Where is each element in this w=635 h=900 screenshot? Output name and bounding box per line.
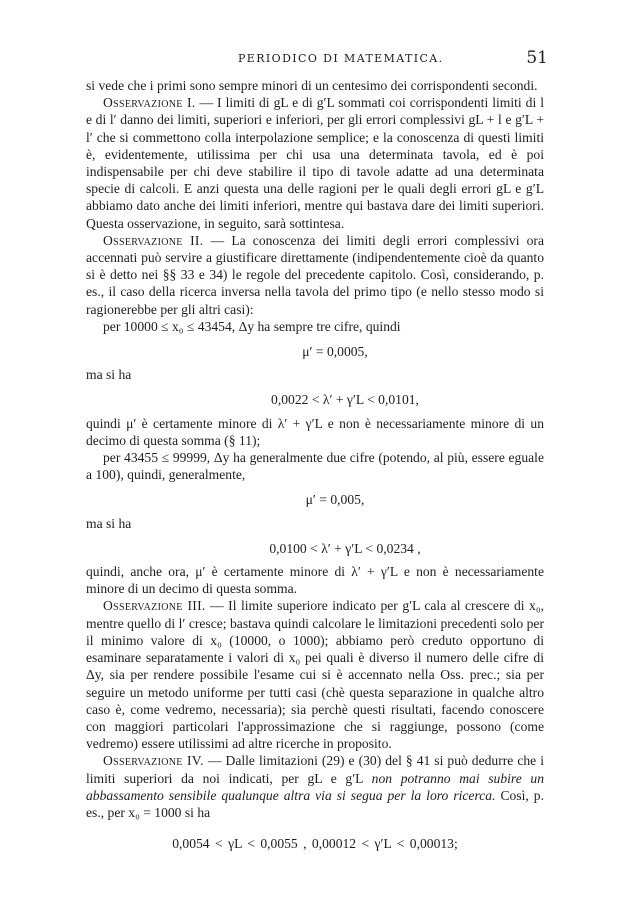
observation-text: — Il limite superiore indicato per g′L cala al crescere di x₀, mentre quello di l′ cresce; bastava quindi calcolare le limitazioni precedenti solo per il minimo valore di x₀ (10000, o 1000); abbiamo però creduto opportuno di esaminare separatamente i valori di x₀ pei quali è diverso il numero delle cifre di Δy, sia per rendere possibile l'esame cui si è accennato nella Oss. prec.; sia per seguire un metodo uniforme per tutti casi (chè questa separazione in qualche altro caso è, come vedremo, necessaria); sia perchè questi risultati, facendo conoscere con maggiori particolari l'approssimazione che si raggiunge, possono (come vedremo) essere utilissimi ad altre ricerche in proposito. [86,598,544,752]
formula-mu-1: μ′ = 0,0005, [302,344,368,360]
observation-text: — Dalle limitazioni (29) e (30) del § 41 si può dedurre che i limiti superiori da noi indicati, per gL e g′L [86,753,544,786]
conclusion-2: quindi, anche ora, μ′ è certamente minore di λ′ + γ′L e non è necessariamente minore di un decimo di questa somma. [86,564,544,597]
range-first: per 10000 ≤ x₀ ≤ 43454, Δy ha sempre tre cifre, quindi [103,318,401,334]
observation-3 [86,597,544,752]
formula-lambda-1: 0,0022 < λ′ + γ′L < 0,0101, [271,392,419,408]
observation-italic: non potranno mai subire un abbassamento sensibile qualunque altra via si segua per la loro ricerca. [86,770,545,803]
page-number: 51 [526,48,548,68]
ma-si-ha-2: ma si ha [86,515,132,531]
observation-text-end: Così, p. es., per x₀ = 1000 si ha [86,787,544,820]
observation-1 [86,94,544,232]
formula-lambda-2: 0,0100 < λ′ + γ′L < 0,0234 , [269,540,421,556]
observation-label: Osservazione III. [103,598,206,614]
observation-label: Osservazione I. [103,95,196,111]
conclusion-1: quindi μ′ è certamente minore di λ′ + γ′L e non è necessariamente minore di un decimo di questa somma (§ 11); [86,415,544,448]
page-header [88,48,548,72]
observation-text: — I limiti di gL e di g′L sommati coi corrispondenti limiti di l e di l′ danno dei limiti, superiori e inferiori, per gli errori complessivi gL + l e g′L + l′ che si commettono colla interpolazione semplice; e la conoscenza di questi limiti è, evidentemente, utilissima per chi usa una determinata tavola, ed è poi indispensabile per chi deve stabilire il tipo di tavole adatte ad una determinata specie di calcoli. E anzi questa una delle ragioni per le quali degli errori gL e g′L abbiamo dato anche dei limiti inferiori, mentre qui bastava dare dei limiti superiori. Questa osservazione, in seguito, sarà sottintesa. [86,95,544,231]
ma-si-ha-1: ma si ha [86,367,132,383]
formula-mu-2: μ′ = 0,005, [305,492,365,508]
observation-2 [86,232,544,318]
observation-text: — La conoscenza dei limiti degli errori complessivi ora accennati può servire a giustificare direttamente (indipendentemente cioè da quanto si è detto nei §§ 33 e 34) le regole del precedente capitolo. Così, considerando, p. es., il caso della ricerca inversa nella tavola del primo tipo (e nello stesso modo si ragionerebbe per gli altri casi): [86,232,544,317]
observation-4 [86,752,544,821]
observation-label: Osservazione IV. [103,753,204,769]
formula-gamma-bounds: 0,0054 < γL < 0,0055 , 0,00012 < γ′L < 0,00013; [172,836,458,852]
paragraph-intro: si vede che i primi sono sempre minori di un centesimo dei corrispondenti secondi. [86,78,538,93]
body-text [86,77,544,858]
running-title: PERIODICO DI MATEMATICA. [238,52,444,65]
range-second: per 43455 ≤ 99999, Δy ha generalmente due cifre (potendo, al più, essere eguale a 100), quindi, generalmente, [86,450,544,483]
observation-label: Osservazione II. [103,232,204,248]
